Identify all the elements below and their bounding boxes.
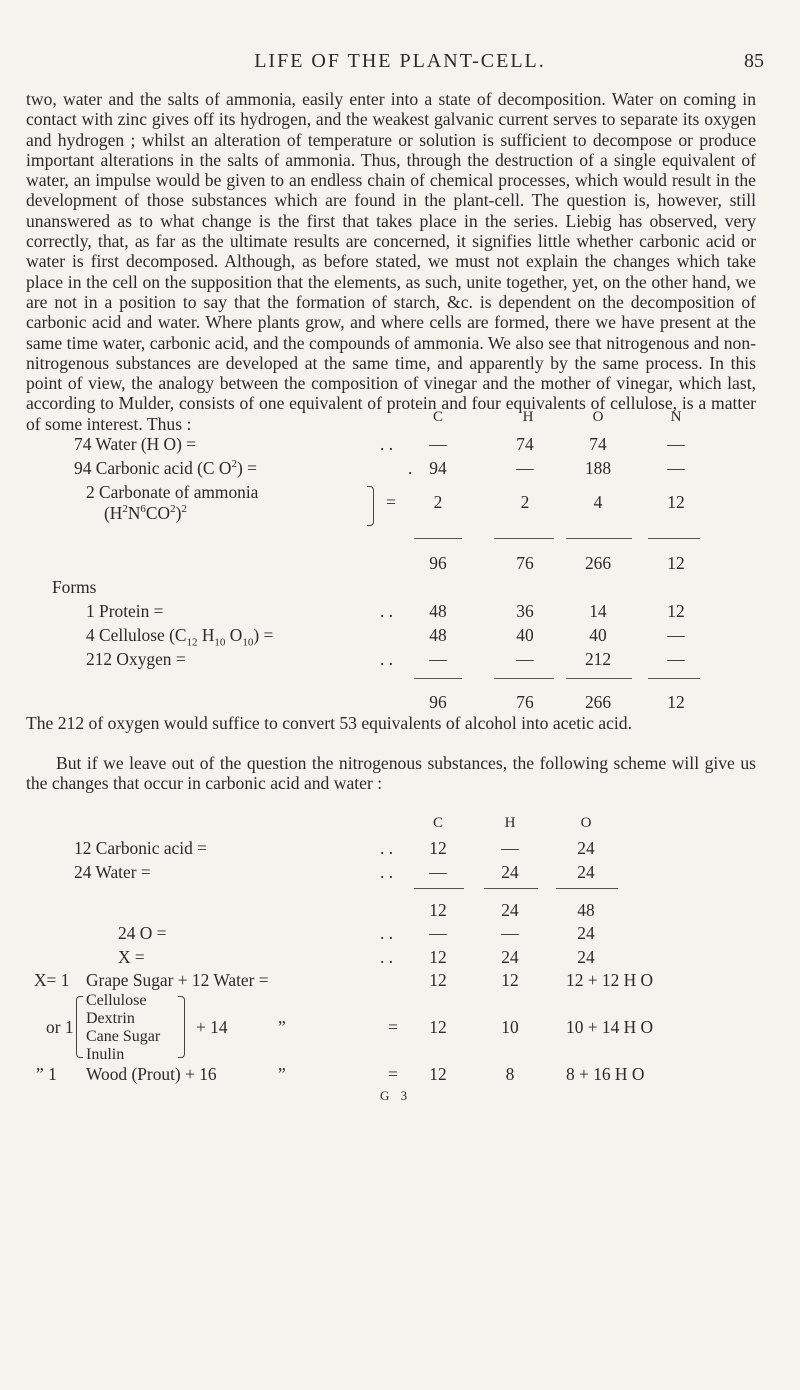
sum-rule [648, 538, 700, 539]
cell-value: 40 [589, 625, 607, 645]
total-value: 76 [516, 692, 534, 712]
closing-bracket [367, 486, 374, 526]
cell-value: 24 [501, 947, 519, 967]
cell-value: — [501, 838, 519, 858]
cell-value: 10 + 14 H O [566, 1017, 654, 1037]
subtotal-value: 96 [429, 553, 447, 573]
ditto-mark: ” [278, 1017, 286, 1037]
cell-value: 12 [501, 970, 519, 990]
cell-value: 2 [520, 492, 530, 512]
equals-sign: = [386, 492, 396, 512]
leader-dots: . . [380, 649, 394, 669]
col-header-o: O [592, 409, 604, 425]
signature-mark: G 3 [380, 1088, 412, 1103]
cell-value: 8 [505, 1064, 515, 1084]
row-label: Grape Sugar + 12 Water = [86, 970, 269, 990]
cell-value: 24 [577, 923, 595, 943]
cell-value: — [501, 923, 519, 943]
sum-rule [494, 538, 554, 539]
row-label: X = [118, 947, 145, 967]
leader-dots: . . [380, 947, 394, 967]
closing-bracket [178, 996, 185, 1058]
sum-rule [484, 888, 538, 889]
sum-rule [648, 678, 700, 679]
row-label: 1 Protein = [86, 601, 164, 621]
opening-bracket [76, 996, 83, 1058]
sum-rule [414, 678, 462, 679]
row-label: 2 Carbonate of ammonia [86, 482, 259, 502]
cell-value: — [667, 434, 685, 454]
cell-value: — [429, 434, 447, 454]
cell-value: 12 [429, 947, 447, 967]
row-label: 4 Cellulose ($C_{12}$ $H_{10}$ $O_{10}$) = [86, 625, 274, 649]
cell-value: — [667, 649, 685, 669]
equals-sign: = [388, 1064, 398, 1084]
subtotal-value: 48 [577, 900, 595, 920]
cell-value: 48 [429, 625, 447, 645]
cell-value: 12 [429, 1064, 447, 1084]
ditto-mark: ” [278, 1064, 286, 1084]
cell-value: — [667, 458, 685, 478]
total-value: 96 [429, 692, 447, 712]
cell-value: 94 [429, 458, 447, 478]
list-item: Cellulose [86, 992, 147, 1009]
sum-rule [566, 538, 632, 539]
cell-value: 12 [429, 1017, 447, 1037]
row-prefix: or 1 [46, 1017, 74, 1037]
row-label: Wood (Prout) + 16 [86, 1064, 217, 1084]
col-header-h: H [504, 815, 516, 831]
col-header-c: C [432, 815, 443, 831]
cell-value: — [516, 458, 534, 478]
sum-rule [414, 538, 462, 539]
cell-value: 74 [589, 434, 607, 454]
cell-value: 12 [429, 970, 447, 990]
subtotal-value: 12 [429, 900, 447, 920]
row-prefix: ” 1 [36, 1064, 57, 1084]
cell-value: — [429, 649, 447, 669]
subtotal-value: 266 [584, 553, 612, 573]
cell-value: 10 [501, 1017, 519, 1037]
row-label: 24 Water = [74, 862, 151, 882]
col-header-n: N [670, 409, 682, 425]
leader-dots: . . [380, 434, 394, 454]
total-value: 266 [584, 692, 612, 712]
cell-value: 188 [584, 458, 612, 478]
cell-value: 14 [589, 601, 607, 621]
cell-value: 12 + 12 H O [566, 970, 654, 990]
cell-value: 4 [593, 492, 603, 512]
cell-value: — [667, 625, 685, 645]
cell-value: 212 [584, 649, 612, 669]
row-label: 212 Oxygen = [86, 649, 186, 669]
row-label: 12 Carbonic acid = [74, 838, 207, 858]
paragraph-oxygen: The 212 of oxygen would suffice to convert 53 equivalents of alcohol into acetic acid. [26, 713, 632, 733]
cell-value: — [429, 923, 447, 943]
col-header-c: C [432, 409, 443, 425]
sum-rule [556, 888, 618, 889]
cell-value: 8 + 16 H O [566, 1064, 645, 1084]
plus-term: + 14 [196, 1017, 228, 1037]
col-header-h: H [522, 409, 534, 425]
leader-dots: . . [380, 862, 394, 882]
subtotal-value: 12 [667, 553, 685, 573]
row-prefix: X= 1 [34, 970, 70, 990]
cell-value: 12 [667, 601, 685, 621]
paragraph-scheme: But if we leave out of the question the nitrogenous substances, the following scheme will give us the changes that occur in carbonic acid and water : [26, 753, 756, 794]
cell-value: 36 [516, 601, 534, 621]
row-label: 74 Water (H O) = [74, 434, 197, 454]
subtotal-value: 76 [516, 553, 534, 573]
equals-sign: = [388, 1017, 398, 1037]
running-header [0, 50, 800, 80]
sum-rule [414, 888, 464, 889]
cell-value: 24 [577, 838, 595, 858]
cell-value: — [429, 862, 447, 882]
cell-value: 40 [516, 625, 534, 645]
cell-value: 48 [429, 601, 447, 621]
cell-value: 24 [577, 862, 595, 882]
list-item: Dextrin [86, 1010, 135, 1027]
cell-value: 2 [433, 492, 443, 512]
subtotal-value: 24 [501, 900, 519, 920]
page-number: 85 [744, 50, 764, 72]
sum-rule [494, 678, 554, 679]
list-item: Cane Sugar [86, 1028, 161, 1045]
cell-value: 12 [667, 492, 685, 512]
running-title: LIFE OF THE PLANT-CELL. [254, 50, 546, 72]
row-label-formula: $(H^2N^6CO^2)^2$ [104, 503, 187, 523]
row-label: 24 O = [118, 923, 167, 943]
cell-value: 12 [429, 838, 447, 858]
leader-dots: . . [380, 923, 394, 943]
forms-label: Forms [52, 577, 97, 597]
row-label: 94 Carbonic acid (C $O^2$) = [74, 458, 257, 478]
cell-value: 24 [501, 862, 519, 882]
col-header-o: O [580, 815, 592, 831]
total-value: 12 [667, 692, 685, 712]
cell-value: 74 [516, 434, 534, 454]
leader-dots: . [408, 458, 413, 478]
leader-dots: . . [380, 601, 394, 621]
paragraph-main: two, water and the salts of ammonia, easily enter into a state of decomposition. Water on coming in contact with zinc gives off its hydrogen, and the weakest galvanic current serves to separate its oxygen and hydrogen ; whilst an alteration of temperature or solution is sufficient to decompose or produce important alterations in the salts of ammonia. Thus, through the destruction of a single equivalent of water, an impulse would be given to an endless chain of chemical processes, which would result in the development of those substances which are found in the plant-cell. The question is, however, still unanswered as to what change is the first that takes place in the series. Liebig has observed, very correctly, that, as far as the ultimate results are concerned, it signifies little whether carbonic acid or water is first decomposed. Although, as before stated, we must not explain the changes which take place in the cell on the supposition that the elements, as such, unite together, yet, on the other hand, we are not in a position to say that the formation of starch, &c. is dependent on the decomposition of carbonic acid and water. Where plants grow, and where cells are formed, there we have present at the same time water, carbonic acid, and the compounds of ammonia. We also see that nitrogenous and non-nitrogenous substances are developed at the same time, and apparently by the same process. In this point of view, the analogy between the composition of vinegar and the mother of vinegar, which last, according to Mulder, consists of one equivalent of protein and four equivalents of cellulose, is a matter of some interest. Thus : [26, 89, 756, 434]
cell-value: 24 [577, 947, 595, 967]
cell-value: — [516, 649, 534, 669]
list-item: Inulin [86, 1046, 125, 1063]
sum-rule [566, 678, 632, 679]
leader-dots: . . [380, 838, 394, 858]
